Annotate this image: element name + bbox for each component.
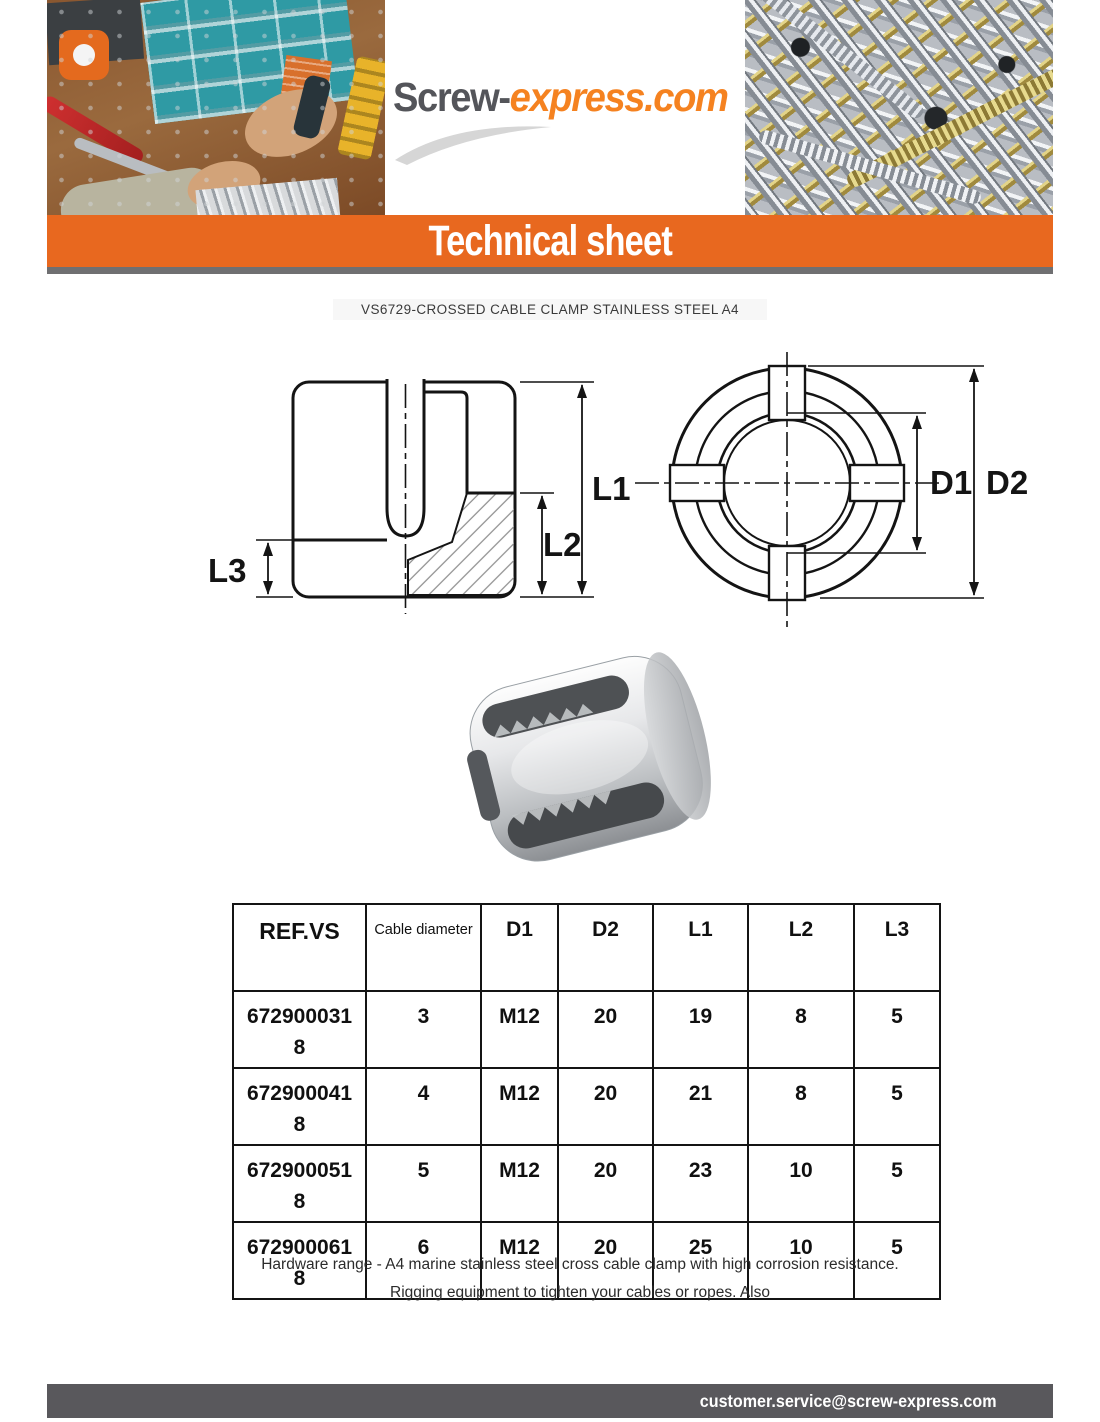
cell-l2: 8: [748, 1068, 854, 1145]
col-header-l3: L3: [854, 904, 940, 991]
cell-ref: 6729000618: [233, 1222, 366, 1299]
cell-d2: 20: [558, 1068, 653, 1145]
description-line-2: Rigging equipment to tighten your cables or ropes. Also: [390, 1284, 770, 1301]
workbench-photo: [47, 0, 385, 215]
dim-label-l2: L2: [543, 526, 582, 563]
brand-logo: [393, 74, 728, 121]
logo-prefix: Screw-: [393, 74, 510, 120]
cell-cable: 3: [366, 991, 481, 1068]
cell-l3: 5: [854, 1068, 940, 1145]
cell-d1: M12: [481, 991, 558, 1068]
logo-zone: [385, 0, 745, 215]
cell-cable: 6: [366, 1222, 481, 1299]
side-view-drawing: [208, 379, 631, 614]
cell-d1: M12: [481, 1222, 558, 1299]
product-photo: [430, 628, 740, 888]
cell-d1: M12: [481, 1068, 558, 1145]
dim-label-l1: L1: [592, 470, 631, 507]
logo-swoosh: [391, 116, 561, 166]
cell-l3: 5: [854, 1222, 940, 1299]
top-view-drawing: [635, 352, 1028, 632]
table-header-row: [233, 904, 940, 991]
cell-l3: 5: [854, 991, 940, 1068]
cell-l1: 19: [653, 991, 748, 1068]
technical-drawings: [180, 350, 1040, 640]
logo-suffix: express.com: [509, 74, 728, 120]
cell-cable: 5: [366, 1145, 481, 1222]
cell-d2: 20: [558, 991, 653, 1068]
table-row: [233, 1068, 940, 1145]
col-header-d2: D2: [558, 904, 653, 991]
col-header-d1: D1: [481, 904, 558, 991]
cell-ref: 6729000518: [233, 1145, 366, 1222]
cell-l2: 10: [748, 1222, 854, 1299]
technical-sheet-banner: [47, 215, 1053, 267]
col-header-ref: REF.VS: [233, 904, 366, 991]
cell-ref: 6729000318: [233, 991, 366, 1068]
col-header-cable-diameter: Cable diameter: [366, 904, 481, 991]
cell-l3: 5: [854, 1145, 940, 1222]
description-line-1: Hardware range - A4 marine stainless steel cross cable clamp with high corrosion resistance.: [261, 1256, 899, 1273]
banner-title: Technical sheet: [428, 216, 672, 265]
screws-photo: [745, 0, 1053, 215]
cell-l2: 8: [748, 991, 854, 1068]
col-header-l1: L1: [653, 904, 748, 991]
cell-cable: 4: [366, 1068, 481, 1145]
dim-label-d2: D2: [986, 464, 1029, 501]
cell-l1: 21: [653, 1068, 748, 1145]
cell-l2: 10: [748, 1145, 854, 1222]
footer-bar: [47, 1384, 1053, 1418]
cell-d2: 20: [558, 1145, 653, 1222]
divider-rule: [47, 267, 1053, 274]
scattered-screws-texture: [47, 0, 385, 215]
cell-l1: 25: [653, 1222, 748, 1299]
cell-l1: 23: [653, 1145, 748, 1222]
col-header-l2: L2: [748, 904, 854, 991]
header-banner: [47, 0, 1053, 215]
cell-d2: 20: [558, 1222, 653, 1299]
dim-label-l3: L3: [208, 552, 247, 589]
table-row: [233, 1145, 940, 1222]
table-row: [233, 991, 940, 1068]
cell-d1: M12: [481, 1145, 558, 1222]
product-title-row: [0, 299, 1100, 320]
dim-label-d1: D1: [930, 464, 973, 501]
spec-table: [232, 903, 941, 1300]
screw-shape: [745, 0, 926, 121]
product-title: VS6729-CROSSED CABLE CLAMP STAINLESS STEEL A4: [333, 299, 767, 320]
cell-ref: 6729000418: [233, 1068, 366, 1145]
customer-service-email: customer.service@screw-express.com: [700, 1390, 997, 1411]
